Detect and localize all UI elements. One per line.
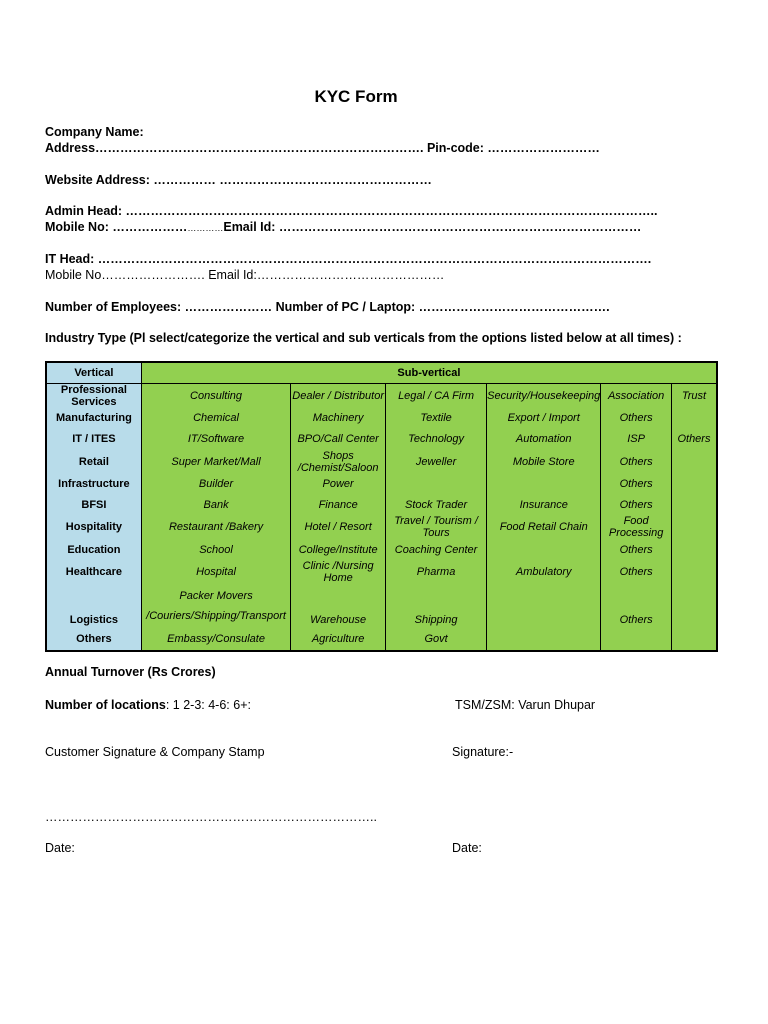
sub-vertical-cell: Jeweller [385, 450, 486, 474]
sub-vertical-cell [671, 560, 716, 584]
vertical-cell: Others [47, 629, 141, 650]
sub-vertical-cell: Ambulatory [487, 560, 601, 584]
admin-mobile-dots: ………… [187, 223, 224, 233]
locations-value: : 1 2-3: 4-6: 6+: [165, 698, 251, 712]
admin-mobile-field: Mobile No: ……………… [45, 220, 188, 234]
sub-vertical-cell: Pharma [385, 560, 486, 584]
table-row [47, 474, 716, 495]
sub-vertical-cell: Trust [671, 384, 716, 409]
sub-vertical-cell: Mobile Store [487, 450, 601, 474]
vertical-cell: Healthcare [47, 560, 141, 584]
table-row [47, 384, 716, 409]
admin-email-field: Email Id: …………………………………………………………………………… [223, 220, 642, 234]
company-name-field: Company Name: [45, 125, 144, 139]
table-row [47, 429, 716, 450]
sub-vertical-cell: Warehouse [291, 584, 386, 629]
sub-vertical-cell [385, 474, 486, 495]
address-field: Address……………………………………………………………………. Pin-code: ……………………… [45, 141, 600, 155]
sub-vertical-cell: Others [601, 560, 672, 584]
vertical-cell: Professional Services [47, 384, 141, 409]
sub-vertical-cell: Others [601, 539, 672, 560]
sub-vertical-cell [671, 474, 716, 495]
sub-vertical-cell: Super Market/Mall [141, 450, 290, 474]
sub-vertical-cell: Finance [291, 494, 386, 515]
industry-intro: Industry Type (Pl select/categorize the vertical and sub verticals from the options listed below at all times) : [45, 331, 682, 345]
sub-vertical-cell: Consulting [141, 384, 290, 409]
website-field: Website Address: …………… …………………………………………… [45, 173, 432, 187]
vertical-cell: Education [47, 539, 141, 560]
signature-label: Signature:- [452, 745, 514, 759]
sub-vertical-cell: Embassy/Consulate [141, 629, 290, 650]
table-row [47, 408, 716, 429]
sub-vertical-cell: Shops /Chemist/Saloon [291, 450, 386, 474]
header-vertical: Vertical [47, 363, 141, 384]
sub-vertical-cell: Security/Housekeeping [487, 384, 601, 409]
sub-vertical-cell [671, 539, 716, 560]
industry-table [47, 363, 716, 650]
sub-vertical-cell: Others [601, 584, 672, 629]
vertical-cell: Logistics [47, 584, 141, 629]
vertical-cell: Retail [47, 450, 141, 474]
sub-vertical-cell [141, 584, 290, 629]
sub-vertical-cell: School [141, 539, 290, 560]
sub-vertical-cell: Others [601, 408, 672, 429]
sub-vertical-cell: Builder [141, 474, 290, 495]
sub-vertical-cell: Others [601, 474, 672, 495]
sub-vertical-cell: IT/Software [141, 429, 290, 450]
sub-vertical-cell: Food Retail Chain [487, 515, 601, 539]
sub-vertical-cell [671, 408, 716, 429]
sub-vertical-cell: Legal / CA Firm [385, 384, 486, 409]
it-contact-field: Mobile No……………………. Email Id:……………………………………… [45, 268, 445, 282]
sub-vertical-cell: Restaurant /Bakery [141, 515, 290, 539]
sub-vertical-cell: Dealer / Distributor [291, 384, 386, 409]
it-head-field: IT Head: ……………………………………………………………………………………………………………………. [45, 252, 652, 266]
sub-vertical-cell: Govt [385, 629, 486, 650]
sub-vertical-cell: Shipping [385, 584, 486, 629]
table-row [47, 494, 716, 515]
header-sub-vertical: Sub-vertical [141, 363, 716, 384]
sub-vertical-cell [671, 584, 716, 629]
sub-vertical-cell [487, 474, 601, 495]
sub-vertical-cell: Power [291, 474, 386, 495]
sub-vertical-cell: Stock Trader [385, 494, 486, 515]
table-row [47, 584, 716, 629]
signature-line: …………………………………………………………………….. [45, 810, 377, 824]
customer-signature-label: Customer Signature & Company Stamp [45, 745, 265, 759]
annual-turnover: Annual Turnover (Rs Crores) [45, 665, 216, 679]
sub-vertical-cell: Machinery [291, 408, 386, 429]
admin-head-field: Admin Head: ……………………………………………………………………………………………………………….. [45, 204, 658, 218]
sub-vertical-cell: College/Institute [291, 539, 386, 560]
sub-vertical-cell: Association [601, 384, 672, 409]
sub-vertical-cell [487, 584, 601, 629]
sub-vertical-cell: Coaching Center [385, 539, 486, 560]
sub-vertical-cell: Hospital [141, 560, 290, 584]
sub-vertical-cell: Textile [385, 408, 486, 429]
table-row [47, 450, 716, 474]
sub-vertical-cell: Insurance [487, 494, 601, 515]
sub-vertical-cell [601, 629, 672, 650]
sub-vertical-cell: Automation [487, 429, 601, 450]
date-right: Date: [452, 841, 482, 855]
sub-vertical-cell: Chemical [141, 408, 290, 429]
table-row [47, 539, 716, 560]
sub-vertical-cell [487, 629, 601, 650]
tsm-label: TSM/ZSM: Varun Dhupar [455, 698, 596, 712]
sub-vertical-cell: Food Processing [601, 515, 672, 539]
sub-vertical-cell [671, 450, 716, 474]
sub-vertical-line: Packer Movers [179, 589, 253, 602]
table-row [47, 515, 716, 539]
sub-vertical-line: /Couriers/Shipping/Transport [146, 609, 286, 622]
sub-vertical-cell: Agriculture [291, 629, 386, 650]
table-row [47, 560, 716, 584]
page-title: KYC Form [314, 87, 398, 106]
vertical-cell: Hospitality [47, 515, 141, 539]
sub-vertical-cell [671, 515, 716, 539]
vertical-cell: IT / ITES [47, 429, 141, 450]
sub-vertical-cell: BPO/Call Center [291, 429, 386, 450]
sub-vertical-cell: Others [601, 450, 672, 474]
sub-vertical-cell: Export / Import [487, 408, 601, 429]
sub-vertical-cell: Bank [141, 494, 290, 515]
sub-vertical-cell: Hotel / Resort [291, 515, 386, 539]
sub-vertical-cell: Technology [385, 429, 486, 450]
vertical-cell: Manufacturing [47, 408, 141, 429]
sub-vertical-cell [487, 539, 601, 560]
sub-vertical-cell [671, 494, 716, 515]
employees-field: Number of Employees: ………………… Number of PC / Laptop: ………………………………………. [45, 300, 610, 314]
sub-vertical-cell [671, 629, 716, 650]
sub-vertical-cell: Others [601, 494, 672, 515]
vertical-cell: BFSI [47, 494, 141, 515]
vertical-cell: Infrastructure [47, 474, 141, 495]
locations-row [45, 698, 251, 712]
sub-vertical-cell: Others [671, 429, 716, 450]
admin-contact-row [45, 220, 641, 234]
sub-vertical-cell: Clinic /Nursing Home [291, 560, 386, 584]
sub-vertical-cell: Travel / Tourism / Tours [385, 515, 486, 539]
table-row [47, 629, 716, 650]
date-left: Date: [45, 841, 75, 855]
sub-vertical-cell: ISP [601, 429, 672, 450]
locations-label: Number of locations [45, 698, 166, 712]
